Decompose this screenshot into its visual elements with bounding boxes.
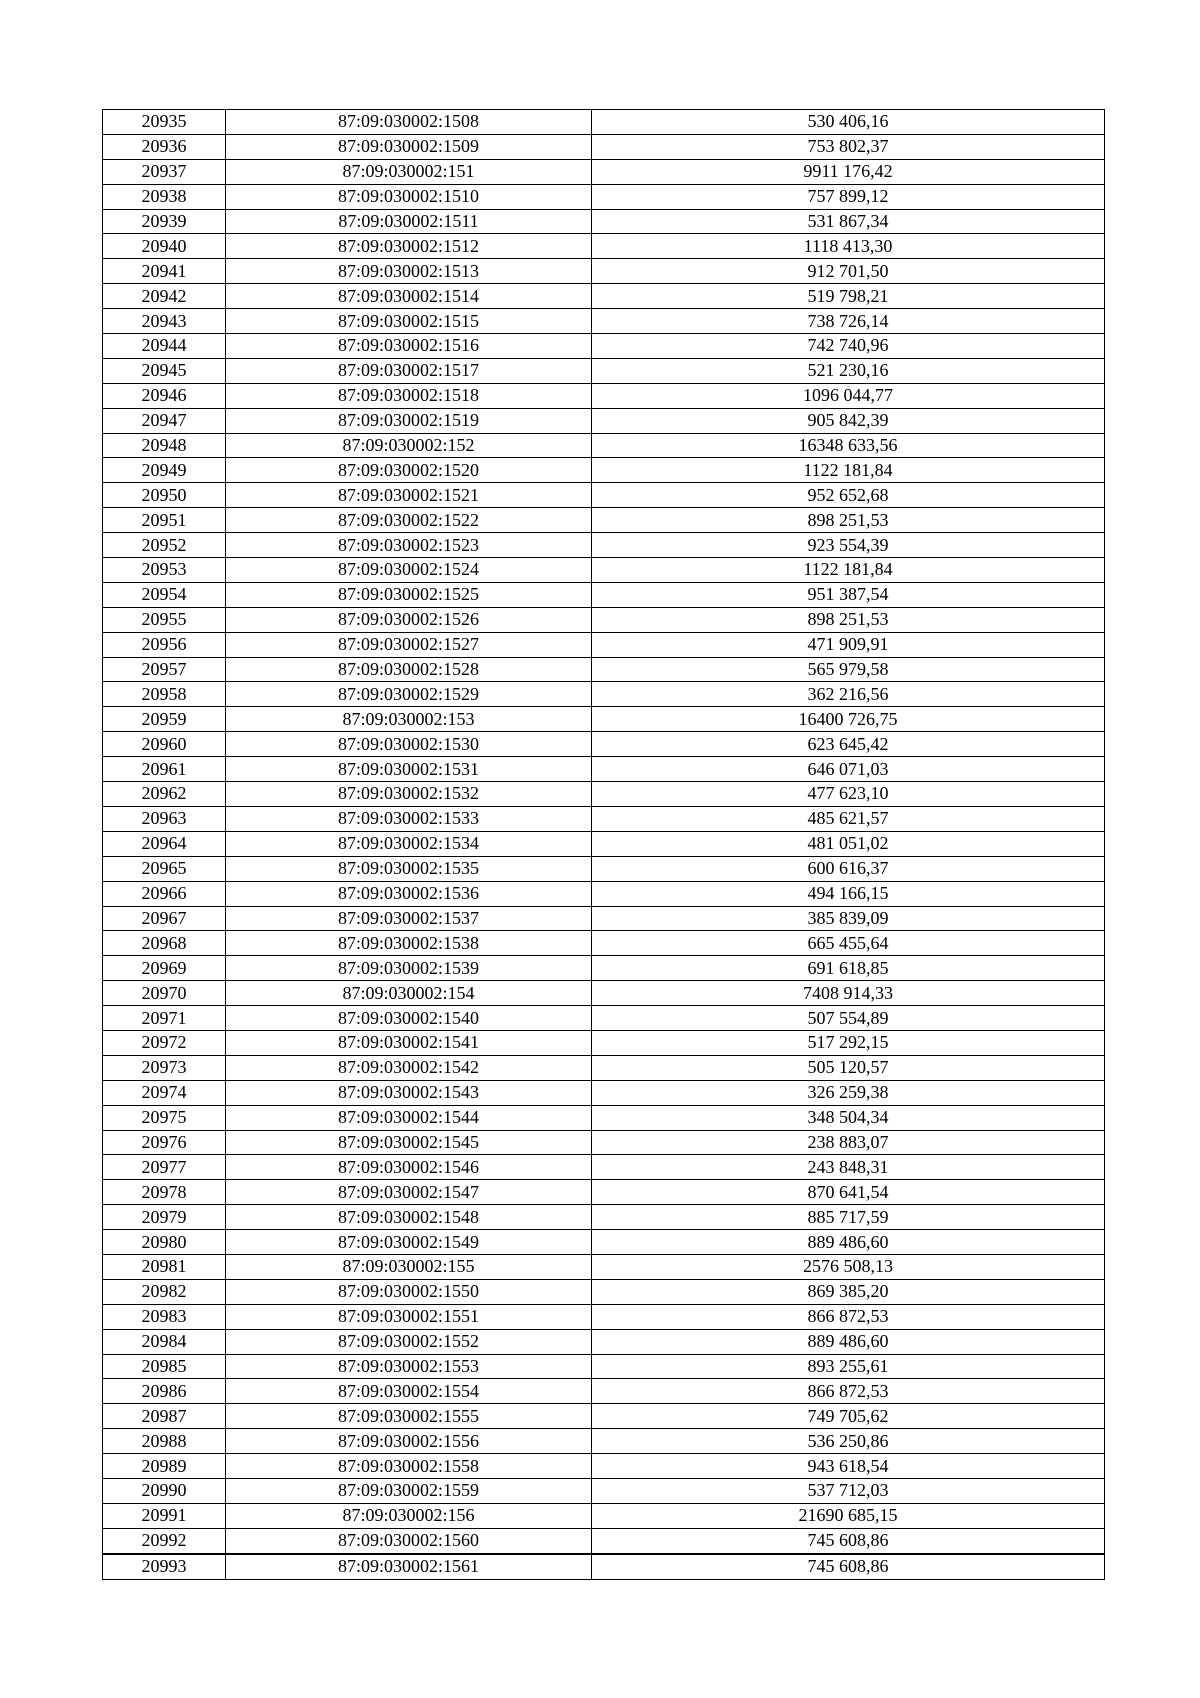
row-number-cell: 20962 [103, 782, 226, 807]
table-row [103, 433, 1105, 458]
cadastral-value-cell: 866 872,53 [592, 1304, 1105, 1329]
table-row [103, 234, 1105, 259]
table-row [103, 831, 1105, 856]
row-number-cell: 20971 [103, 1006, 226, 1031]
cadastral-number-cell: 87:09:030002:1530 [226, 732, 592, 757]
cadastral-value-cell: 889 486,60 [592, 1329, 1105, 1354]
cadastral-number-cell: 87:09:030002:1510 [226, 184, 592, 209]
table-row [103, 483, 1105, 508]
table-row [103, 134, 1105, 159]
table-row [103, 881, 1105, 906]
table-row [103, 607, 1105, 632]
row-number-cell: 20967 [103, 906, 226, 931]
table-row [103, 931, 1105, 956]
row-number-cell: 20966 [103, 881, 226, 906]
cadastral-value-cell: 243 848,31 [592, 1155, 1105, 1180]
cadastral-value-cell: 530 406,16 [592, 110, 1105, 135]
cadastral-value-cell: 16400 726,75 [592, 707, 1105, 732]
cadastral-number-cell: 87:09:030002:1509 [226, 134, 592, 159]
cadastral-value-cell: 9911 176,42 [592, 159, 1105, 184]
cadastral-value-cell: 1096 044,77 [592, 383, 1105, 408]
table-row [103, 1155, 1105, 1180]
table-row [103, 1180, 1105, 1205]
row-number-cell: 20959 [103, 707, 226, 732]
cadastral-value-cell: 757 899,12 [592, 184, 1105, 209]
table-row [103, 334, 1105, 359]
table-row [103, 806, 1105, 831]
cadastral-value-cell: 869 385,20 [592, 1279, 1105, 1304]
row-number-cell: 20989 [103, 1454, 226, 1479]
cadastral-value-cell: 885 717,59 [592, 1205, 1105, 1230]
cadastral-value-cell: 745 608,86 [592, 1554, 1105, 1579]
row-number-cell: 20944 [103, 334, 226, 359]
table-row [103, 1055, 1105, 1080]
table-row [103, 1205, 1105, 1230]
row-number-cell: 20948 [103, 433, 226, 458]
cadastral-value-cell: 691 618,85 [592, 956, 1105, 981]
cadastral-value-cell: 2576 508,13 [592, 1254, 1105, 1279]
cadastral-value-cell: 521 230,16 [592, 358, 1105, 383]
row-number-cell: 20955 [103, 607, 226, 632]
row-number-cell: 20982 [103, 1279, 226, 1304]
cadastral-value-cell: 943 618,54 [592, 1454, 1105, 1479]
row-number-cell: 20991 [103, 1503, 226, 1528]
cadastral-value-cell: 1118 413,30 [592, 234, 1105, 259]
table-row [103, 1130, 1105, 1155]
cadastral-number-cell: 87:09:030002:1522 [226, 508, 592, 533]
cadastral-number-cell: 87:09:030002:1547 [226, 1180, 592, 1205]
cadastral-value-cell: 536 250,86 [592, 1429, 1105, 1454]
cadastral-value-cell: 507 554,89 [592, 1006, 1105, 1031]
cadastral-number-cell: 87:09:030002:1516 [226, 334, 592, 359]
table-row [103, 1379, 1105, 1404]
cadastral-number-cell: 87:09:030002:1515 [226, 309, 592, 334]
table-row [103, 558, 1105, 583]
cadastral-number-cell: 87:09:030002:151 [226, 159, 592, 184]
table-row [103, 1006, 1105, 1031]
row-number-cell: 20975 [103, 1105, 226, 1130]
row-number-cell: 20970 [103, 981, 226, 1006]
table-row [103, 284, 1105, 309]
cadastral-value-cell: 16348 633,56 [592, 433, 1105, 458]
row-number-cell: 20987 [103, 1404, 226, 1429]
cadastral-value-cell: 646 071,03 [592, 757, 1105, 782]
row-number-cell: 20968 [103, 931, 226, 956]
table-row [103, 184, 1105, 209]
table-row [103, 856, 1105, 881]
table-row [103, 110, 1105, 135]
cadastral-number-cell: 87:09:030002:1520 [226, 458, 592, 483]
table-row [103, 956, 1105, 981]
cadastral-number-cell: 87:09:030002:152 [226, 433, 592, 458]
row-number-cell: 20973 [103, 1055, 226, 1080]
table-row [103, 632, 1105, 657]
row-number-cell: 20945 [103, 358, 226, 383]
cadastral-number-cell: 87:09:030002:1526 [226, 607, 592, 632]
table-row [103, 358, 1105, 383]
row-number-cell: 20937 [103, 159, 226, 184]
cadastral-value-cell: 898 251,53 [592, 607, 1105, 632]
cadastral-number-cell: 87:09:030002:1543 [226, 1080, 592, 1105]
cadastral-number-cell: 87:09:030002:1538 [226, 931, 592, 956]
cadastral-value-cell: 952 652,68 [592, 483, 1105, 508]
table-row [103, 1404, 1105, 1429]
table-row [103, 533, 1105, 558]
cadastral-value-cell: 905 842,39 [592, 408, 1105, 433]
row-number-cell: 20951 [103, 508, 226, 533]
cadastral-number-cell: 87:09:030002:1512 [226, 234, 592, 259]
cadastral-number-cell: 87:09:030002:1549 [226, 1230, 592, 1255]
row-number-cell: 20993 [103, 1554, 226, 1579]
cadastral-number-cell: 87:09:030002:155 [226, 1254, 592, 1279]
cadastral-number-cell: 87:09:030002:1508 [226, 110, 592, 135]
row-number-cell: 20941 [103, 259, 226, 284]
cadastral-value-cell: 898 251,53 [592, 508, 1105, 533]
cadastral-number-cell: 87:09:030002:1513 [226, 259, 592, 284]
row-number-cell: 20974 [103, 1080, 226, 1105]
table-row [103, 408, 1105, 433]
cadastral-value-cell: 745 608,86 [592, 1528, 1105, 1553]
cadastral-number-cell: 87:09:030002:1551 [226, 1304, 592, 1329]
table-row [103, 1354, 1105, 1379]
cadastral-number-cell: 87:09:030002:1544 [226, 1105, 592, 1130]
cadastral-value-cell: 477 623,10 [592, 782, 1105, 807]
cadastral-number-cell: 87:09:030002:1525 [226, 582, 592, 607]
cadastral-number-cell: 87:09:030002:1539 [226, 956, 592, 981]
row-number-cell: 20976 [103, 1130, 226, 1155]
cadastral-value-cell: 537 712,03 [592, 1478, 1105, 1503]
cadastral-number-cell: 87:09:030002:1555 [226, 1404, 592, 1429]
cadastral-number-cell: 87:09:030002:1558 [226, 1454, 592, 1479]
cadastral-value-cell: 519 798,21 [592, 284, 1105, 309]
cadastral-value-cell: 742 740,96 [592, 334, 1105, 359]
cadastral-value-cell: 866 872,53 [592, 1379, 1105, 1404]
table-row [103, 1105, 1105, 1130]
cadastral-value-cell: 362 216,56 [592, 682, 1105, 707]
cadastral-number-cell: 87:09:030002:1532 [226, 782, 592, 807]
row-number-cell: 20961 [103, 757, 226, 782]
table-row [103, 682, 1105, 707]
cadastral-number-cell: 87:09:030002:1561 [226, 1554, 592, 1579]
cadastral-value-cell: 238 883,07 [592, 1130, 1105, 1155]
cadastral-value-cell: 923 554,39 [592, 533, 1105, 558]
cadastral-number-cell: 87:09:030002:154 [226, 981, 592, 1006]
cadastral-number-cell: 87:09:030002:1548 [226, 1205, 592, 1230]
row-number-cell: 20992 [103, 1528, 226, 1553]
cadastral-number-cell: 87:09:030002:1536 [226, 881, 592, 906]
table-row [103, 707, 1105, 732]
row-number-cell: 20942 [103, 284, 226, 309]
row-number-cell: 20957 [103, 657, 226, 682]
row-number-cell: 20956 [103, 632, 226, 657]
row-number-cell: 20979 [103, 1205, 226, 1230]
cadastral-value-table [102, 109, 1105, 1580]
cadastral-number-cell: 87:09:030002:1537 [226, 906, 592, 931]
cadastral-value-cell: 951 387,54 [592, 582, 1105, 607]
cadastral-value-cell: 481 051,02 [592, 831, 1105, 856]
row-number-cell: 20977 [103, 1155, 226, 1180]
cadastral-number-cell: 87:09:030002:1521 [226, 483, 592, 508]
row-number-cell: 20981 [103, 1254, 226, 1279]
cadastral-value-cell: 753 802,37 [592, 134, 1105, 159]
cadastral-number-cell: 87:09:030002:1541 [226, 1030, 592, 1055]
row-number-cell: 20950 [103, 483, 226, 508]
row-number-cell: 20978 [103, 1180, 226, 1205]
table-row [103, 1304, 1105, 1329]
row-number-cell: 20963 [103, 806, 226, 831]
cadastral-value-cell: 517 292,15 [592, 1030, 1105, 1055]
table-row [103, 1230, 1105, 1255]
cadastral-number-cell: 87:09:030002:1518 [226, 383, 592, 408]
row-number-cell: 20952 [103, 533, 226, 558]
table-row [103, 159, 1105, 184]
row-number-cell: 20939 [103, 209, 226, 234]
table-row [103, 732, 1105, 757]
cadastral-number-cell: 87:09:030002:1553 [226, 1354, 592, 1379]
cadastral-number-cell: 87:09:030002:1552 [226, 1329, 592, 1354]
cadastral-value-cell: 889 486,60 [592, 1230, 1105, 1255]
cadastral-value-cell: 531 867,34 [592, 209, 1105, 234]
table-row [103, 508, 1105, 533]
cadastral-value-cell: 485 621,57 [592, 806, 1105, 831]
cadastral-number-cell: 87:09:030002:1546 [226, 1155, 592, 1180]
cadastral-value-cell: 385 839,09 [592, 906, 1105, 931]
cadastral-number-cell: 87:09:030002:1534 [226, 831, 592, 856]
row-number-cell: 20940 [103, 234, 226, 259]
cadastral-number-cell: 87:09:030002:1524 [226, 558, 592, 583]
cadastral-number-cell: 87:09:030002:1517 [226, 358, 592, 383]
table-row [103, 1329, 1105, 1354]
cadastral-number-cell: 87:09:030002:1531 [226, 757, 592, 782]
row-number-cell: 20936 [103, 134, 226, 159]
table-row [103, 1429, 1105, 1454]
cadastral-number-cell: 87:09:030002:1527 [226, 632, 592, 657]
cadastral-number-cell: 87:09:030002:1529 [226, 682, 592, 707]
cadastral-number-cell: 87:09:030002:153 [226, 707, 592, 732]
row-number-cell: 20986 [103, 1379, 226, 1404]
cadastral-number-cell: 87:09:030002:1550 [226, 1279, 592, 1304]
cadastral-value-cell: 893 255,61 [592, 1354, 1105, 1379]
row-number-cell: 20946 [103, 383, 226, 408]
table-row [103, 458, 1105, 483]
cadastral-number-cell: 87:09:030002:1556 [226, 1429, 592, 1454]
row-number-cell: 20960 [103, 732, 226, 757]
table-row [103, 1279, 1105, 1304]
row-number-cell: 20984 [103, 1329, 226, 1354]
cadastral-number-cell: 87:09:030002:1533 [226, 806, 592, 831]
table-row [103, 1528, 1105, 1553]
row-number-cell: 20954 [103, 582, 226, 607]
cadastral-number-cell: 87:09:030002:1535 [226, 856, 592, 881]
row-number-cell: 20969 [103, 956, 226, 981]
table-row [103, 1030, 1105, 1055]
cadastral-value-cell: 326 259,38 [592, 1080, 1105, 1105]
row-number-cell: 20958 [103, 682, 226, 707]
table-row [103, 383, 1105, 408]
cadastral-value-cell: 665 455,64 [592, 931, 1105, 956]
cadastral-value-cell: 1122 181,84 [592, 558, 1105, 583]
table-row [103, 981, 1105, 1006]
table-row [103, 1080, 1105, 1105]
table-row [103, 782, 1105, 807]
table-row [103, 309, 1105, 334]
cadastral-value-cell: 738 726,14 [592, 309, 1105, 334]
cadastral-value-cell: 600 616,37 [592, 856, 1105, 881]
cadastral-number-cell: 87:09:030002:1559 [226, 1478, 592, 1503]
row-number-cell: 20964 [103, 831, 226, 856]
table-row [103, 1554, 1105, 1579]
row-number-cell: 20965 [103, 856, 226, 881]
table-row [103, 1454, 1105, 1479]
table-row [103, 1254, 1105, 1279]
cadastral-number-cell: 87:09:030002:1511 [226, 209, 592, 234]
cadastral-value-cell: 21690 685,15 [592, 1503, 1105, 1528]
cadastral-value-cell: 348 504,34 [592, 1105, 1105, 1130]
row-number-cell: 20983 [103, 1304, 226, 1329]
cadastral-value-cell: 623 645,42 [592, 732, 1105, 757]
row-number-cell: 20949 [103, 458, 226, 483]
row-number-cell: 20988 [103, 1429, 226, 1454]
cadastral-number-cell: 87:09:030002:156 [226, 1503, 592, 1528]
table-row [103, 657, 1105, 682]
table-row [103, 582, 1105, 607]
row-number-cell: 20985 [103, 1354, 226, 1379]
row-number-cell: 20953 [103, 558, 226, 583]
cadastral-number-cell: 87:09:030002:1560 [226, 1528, 592, 1553]
row-number-cell: 20980 [103, 1230, 226, 1255]
row-number-cell: 20935 [103, 110, 226, 135]
cadastral-number-cell: 87:09:030002:1554 [226, 1379, 592, 1404]
cadastral-value-cell: 494 166,15 [592, 881, 1105, 906]
table-row [103, 1503, 1105, 1528]
row-number-cell: 20938 [103, 184, 226, 209]
cadastral-number-cell: 87:09:030002:1519 [226, 408, 592, 433]
row-number-cell: 20972 [103, 1030, 226, 1055]
cadastral-number-cell: 87:09:030002:1542 [226, 1055, 592, 1080]
row-number-cell: 20990 [103, 1478, 226, 1503]
cadastral-value-cell: 565 979,58 [592, 657, 1105, 682]
cadastral-value-cell: 870 641,54 [592, 1180, 1105, 1205]
table-row [103, 906, 1105, 931]
cadastral-value-cell: 912 701,50 [592, 259, 1105, 284]
table-row [103, 259, 1105, 284]
cadastral-number-cell: 87:09:030002:1540 [226, 1006, 592, 1031]
cadastral-number-cell: 87:09:030002:1514 [226, 284, 592, 309]
cadastral-value-cell: 505 120,57 [592, 1055, 1105, 1080]
table-row [103, 209, 1105, 234]
cadastral-number-cell: 87:09:030002:1523 [226, 533, 592, 558]
table-body [103, 110, 1105, 1580]
table-row [103, 1478, 1105, 1503]
cadastral-value-cell: 471 909,91 [592, 632, 1105, 657]
cadastral-number-cell: 87:09:030002:1545 [226, 1130, 592, 1155]
row-number-cell: 20947 [103, 408, 226, 433]
cadastral-value-cell: 1122 181,84 [592, 458, 1105, 483]
cadastral-number-cell: 87:09:030002:1528 [226, 657, 592, 682]
table-row [103, 757, 1105, 782]
row-number-cell: 20943 [103, 309, 226, 334]
cadastral-value-cell: 749 705,62 [592, 1404, 1105, 1429]
cadastral-value-cell: 7408 914,33 [592, 981, 1105, 1006]
